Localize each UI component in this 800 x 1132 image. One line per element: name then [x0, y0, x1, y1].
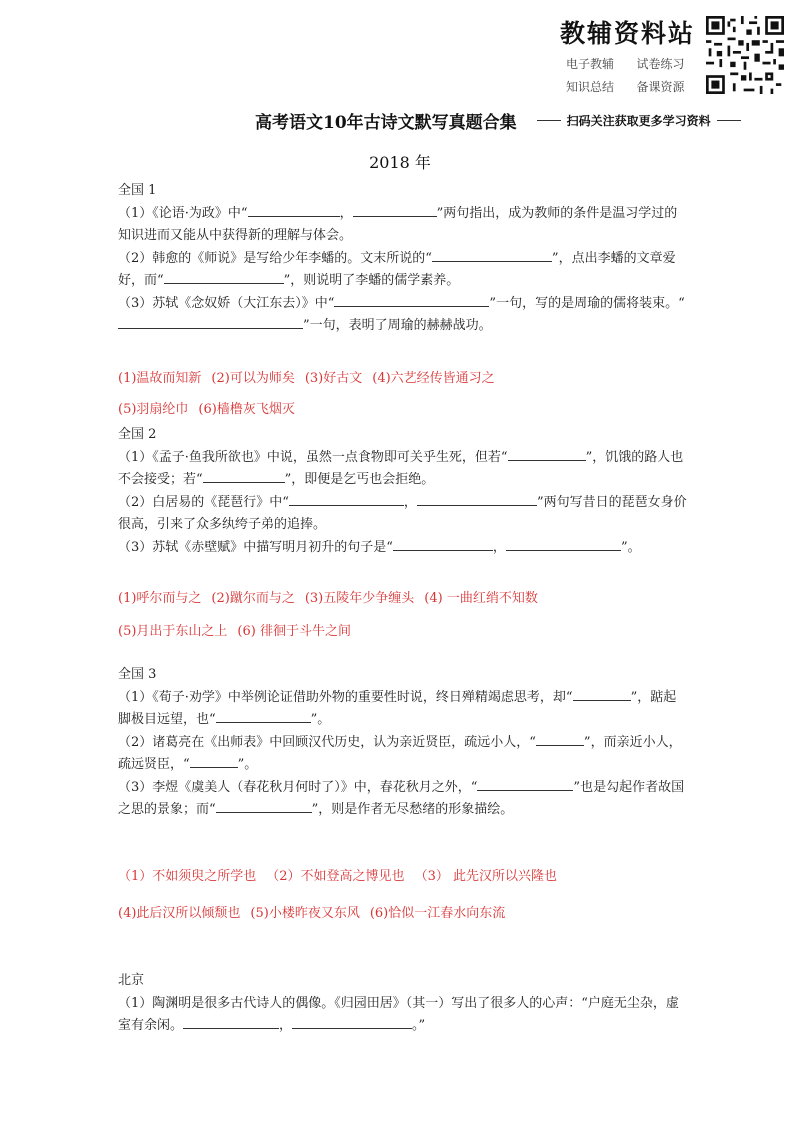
answers-national-2: [118, 587, 718, 606]
answer-blank[interactable]: [190, 754, 238, 768]
answer-item: (5)小楼昨夜又东风: [250, 906, 360, 921]
answer-item: (4)六艺经传皆通习之: [372, 371, 495, 386]
answer-item: (6)樯橹灰飞烟灭: [198, 402, 295, 417]
section-beijing: [118, 970, 688, 1038]
question-2: （2）白居易的《琵琶行》中“ ， ”两句写昔日的琵琶女身价很高，引来了众多纨绔子弟的追捧。: [118, 492, 688, 537]
answer-item: (6)恰似一江春水向东流: [369, 906, 506, 921]
answer-blank[interactable]: [508, 447, 586, 461]
section-title: 全国 3: [118, 667, 157, 682]
dash-left: [537, 120, 561, 121]
answer-blank[interactable]: [393, 537, 493, 551]
answers-national-3: [118, 865, 718, 884]
answer-blank[interactable]: [417, 492, 537, 506]
answer-blank[interactable]: [164, 270, 284, 284]
answer-blank[interactable]: [506, 537, 621, 551]
document-title: 高考语文10年古诗文默写真题合集: [255, 113, 517, 133]
answer-item: (2)可以为师矣: [211, 371, 295, 386]
question-2: （2）韩愈的《师说》是写给少年李蟠的。文末所说的“ ”，点出李蟠的文章爱好，而“ ”，则说明了李蟠的儒学素养。: [118, 248, 688, 293]
answer-blank[interactable]: [292, 1015, 412, 1029]
answer-blank[interactable]: [203, 469, 285, 483]
answer-blank[interactable]: [248, 203, 340, 217]
promo-text: 扫码关注获取更多学习资料: [566, 114, 711, 128]
answer-blank[interactable]: [118, 315, 303, 329]
answer-item: (3)好古文: [304, 371, 363, 386]
year-heading: 2018 年: [369, 153, 431, 172]
section-national-1: [118, 180, 688, 338]
question-3: （3）李煜《虞美人（春花秋月何时了）》中，春花秋月之外，“ ”也是勾起作者故国之思的景象；而“ ”，则是作者无尽愁绪的形象描绘。: [118, 777, 688, 822]
answers-national-1b: [118, 398, 718, 417]
question-1: （1）《论语·为政》中“ ， ”两句指出，成为教师的条件是温习学过的知识进而又能从中获得新的理解与体会。: [118, 203, 688, 248]
answer-item: (6) 徘徊于斗牛之间: [237, 624, 351, 639]
title-row: [255, 108, 747, 133]
answer-blank[interactable]: [432, 248, 552, 262]
question-2: （2）诸葛亮在《出师表》中回顾汉代历史，认为亲近贤臣，疏远小人，“ ”，而亲近小人，疏远贤臣，“ ”。: [118, 732, 688, 777]
section-national-2: [118, 424, 688, 559]
answer-item: （3） 此先汉所以兴隆也: [414, 869, 557, 884]
answer-blank[interactable]: [216, 709, 311, 723]
section-title: 全国 1: [118, 183, 157, 198]
answer-blank[interactable]: [334, 293, 489, 307]
answer-item: (1)温故而知新: [118, 371, 202, 386]
link-summaries[interactable]: 知识总结: [566, 80, 615, 94]
answer-item: (3)五陵年少争缠头: [304, 591, 415, 606]
link-exercises[interactable]: 试卷练习: [636, 57, 685, 71]
answer-item: (1)呼尔而与之: [118, 591, 202, 606]
answer-item: （1）不如须臾之所学也: [118, 869, 257, 884]
answer-item: (5)月出于东山之上: [118, 624, 228, 639]
answers-national-2b: [118, 620, 718, 639]
answer-item: (5)羽扇纶巾: [118, 402, 189, 417]
answer-blank[interactable]: [477, 777, 573, 791]
link-ebooks[interactable]: 电子教辅: [566, 57, 615, 71]
answers-national-3b: [118, 902, 718, 921]
answer-item: （2）不如登高之博见也: [266, 869, 405, 884]
answer-blank[interactable]: [183, 1015, 279, 1029]
answer-blank[interactable]: [573, 687, 631, 701]
qr-code-icon: [706, 16, 784, 94]
brand-links: [566, 55, 701, 95]
answer-item: (2)蹴尔而与之: [211, 591, 295, 606]
answer-item: (4)此后汉所以倾颓也: [118, 906, 241, 921]
question-1: （1）陶渊明是很多古代诗人的偶像。《归园田居》（其一）写出了很多人的心声：“户庭无尘杂，虚室有余闲。 ， 。”: [118, 995, 679, 1033]
answer-blank[interactable]: [536, 732, 584, 746]
answers-national-1: [118, 367, 718, 386]
link-resources[interactable]: 备课资源: [636, 80, 685, 94]
brand-name: 教辅资料站: [560, 19, 696, 48]
question-1: （1）《孟子·鱼我所欲也》中说，虽然一点食物即可关乎生死，但若“ ”，饥饿的路人也不会接受；若“ ”，即便是乞丐也会拒绝。: [118, 447, 688, 492]
promo-banner: [531, 112, 747, 129]
section-title: 全国 2: [118, 427, 157, 442]
question-3: （3）苏轼《念奴娇（大江东去）》中“ ”一句，写的是周瑜的儒将装束。“”一句，表明了周瑜的赫赫战功。: [118, 293, 688, 338]
question-1: （1）《荀子·劝学》中举例论证借助外物的重要性时说，终日殚精竭虑思考，却“ ”，踮起脚极目远望，也“ ”。: [118, 687, 688, 732]
question-3: （3）苏轼《赤壁赋》中描写明月初升的句子是“ ， ”。: [118, 537, 688, 560]
answer-blank[interactable]: [216, 799, 312, 813]
dash-right: [717, 120, 741, 121]
section-title: 北京: [118, 973, 145, 988]
section-national-3: [118, 664, 688, 822]
answer-blank[interactable]: [289, 492, 404, 506]
answer-blank[interactable]: [353, 203, 437, 217]
answer-item: (4) 一曲红绡不知数: [424, 591, 538, 606]
